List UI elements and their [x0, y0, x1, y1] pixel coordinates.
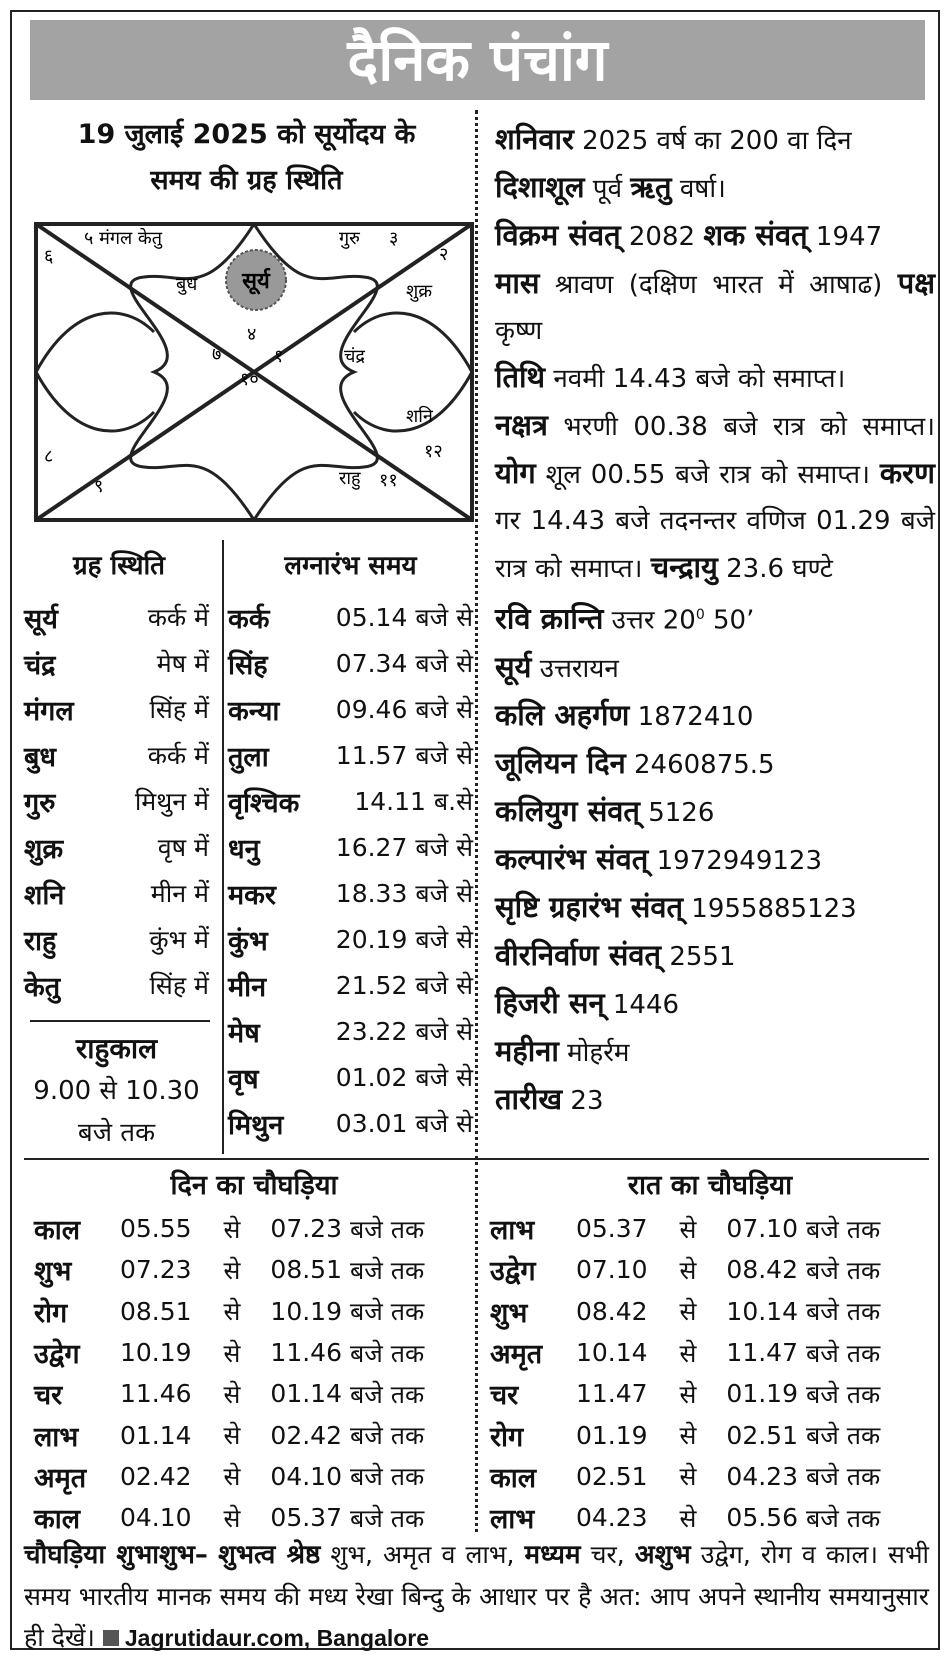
graha-name: शुक्र — [24, 833, 64, 865]
chog-se: से — [223, 1379, 241, 1409]
label-ritu: ऋतु — [630, 170, 672, 204]
label-shani: शनि — [406, 406, 433, 427]
label-h6: ६ — [44, 246, 54, 267]
lagna-time: 20.19 बजे से — [335, 925, 473, 954]
footer-text-3: उद्वेग, रोग व काल। सभी समय भारतीय मानक समय की मध्य रेखा बिन्दु के आधार पर है अत: आप अपने स्थानीय समयानुसार ही देखें। — [24, 1540, 929, 1652]
chog-from: 10.19 — [120, 1338, 192, 1368]
label-weekday: शनिवार — [495, 122, 574, 156]
chog-to: 10.14 — [726, 1296, 798, 1326]
label-h1: १ — [274, 346, 284, 367]
label-kali-ahargan: कलि अहर्गण — [495, 697, 630, 732]
chog-from: 07.23 — [120, 1255, 192, 1285]
chog-name: उद्वेग — [34, 1339, 80, 1371]
value-hijri: 1446 — [604, 989, 680, 1020]
lagna-name: कुंभ — [228, 925, 268, 957]
lagna-time: 09.46 बजे से — [335, 695, 473, 724]
chog-suffix: बजे तक — [806, 1338, 881, 1368]
lagna-name: वृष — [228, 1063, 259, 1095]
chog-name: काल — [490, 1462, 537, 1494]
table-row — [34, 1456, 474, 1497]
chog-to: 04.23 — [726, 1461, 798, 1491]
kundli-chart — [34, 222, 474, 522]
lagna-name: मेष — [228, 1017, 260, 1049]
chog-to: 02.42 — [270, 1420, 342, 1450]
chog-suffix: बजे तक — [350, 1421, 425, 1451]
footer-text-1: शुभ, अमृत व लाभ, — [320, 1540, 525, 1569]
chog-se: से — [223, 1297, 241, 1327]
value-paksha: कृष्ण — [495, 316, 543, 346]
label-h5: ५ मंगल केतु — [84, 228, 162, 249]
chog-name: लाभ — [34, 1421, 79, 1453]
label-rahu: राहु — [339, 468, 361, 489]
label-hijri: हिजरी सन् — [495, 985, 605, 1020]
lagna-time: 03.01 बजे से — [335, 1109, 473, 1138]
chog-name: लाभ — [490, 1504, 535, 1536]
panchang-page — [10, 10, 940, 1650]
label-mahina: महीना — [495, 1033, 559, 1068]
chog-name: अमृत — [490, 1339, 543, 1371]
chog-se: से — [679, 1462, 697, 1492]
graha-name: केतु — [24, 971, 61, 1003]
table-row — [490, 1291, 930, 1332]
day-chaughadiya-heading: दिन का चौघड़िया — [170, 1170, 338, 1201]
value-tithi: नवमी 14.43 बजे को समाप्त। — [545, 364, 846, 394]
label-chandra: चंद्र — [344, 346, 365, 367]
label-kaliyug: कलियुग संवत् — [495, 793, 640, 828]
value-tarikh: 23 — [562, 1085, 604, 1116]
chog-suffix: बजे तक — [350, 1338, 425, 1368]
lagna-time: 23.22 बजे से — [335, 1017, 473, 1046]
chog-suffix: बजे तक — [350, 1462, 425, 1492]
lagna-time: 14.11 ब.से — [354, 787, 473, 816]
chog-se: से — [679, 1214, 697, 1244]
value-dishashool: पूर्व — [584, 174, 631, 204]
lagna-name: तुला — [228, 741, 269, 773]
day-chaughadiya — [34, 1164, 474, 1538]
chog-from: 05.55 — [120, 1214, 192, 1244]
value-maas: श्रावण (दक्षिण भारत में आषाढ) — [539, 270, 898, 300]
chog-from: 05.37 — [576, 1214, 648, 1244]
graha-list — [24, 594, 209, 1008]
chog-name: चर — [490, 1380, 519, 1412]
list-item — [24, 824, 209, 870]
list-item — [228, 594, 473, 640]
chog-suffix: बजे तक — [350, 1379, 425, 1409]
label-h9: ९ — [94, 476, 104, 497]
value-karan: गर 14.43 बजे तदनन्तर वणिज 01.29 बजे रात्र को समाप्त। — [495, 506, 935, 584]
lagna-name: कन्या — [228, 695, 280, 727]
label-h12: १२ — [424, 441, 443, 462]
chog-from: 08.42 — [576, 1296, 648, 1326]
chog-name: लाभ — [490, 1215, 535, 1247]
graha-name: सूर्य — [24, 603, 58, 635]
chog-from: 10.14 — [576, 1338, 648, 1368]
graha-position: सिंह में — [149, 971, 209, 1000]
footer-text-2: चर, — [580, 1540, 635, 1569]
footer-label-shubhashubh: चौघड़िया शुभाशुभ– — [24, 1540, 208, 1570]
label-dishashool: दिशाशूल — [495, 170, 585, 204]
chog-from: 07.10 — [576, 1255, 648, 1285]
list-item — [24, 594, 209, 640]
chog-name: चर — [34, 1380, 63, 1412]
label-julian: जूलियन दिन — [495, 745, 626, 780]
list-item — [24, 686, 209, 732]
lagna-name: मिथुन — [228, 1109, 284, 1141]
chog-name: उद्वेग — [490, 1256, 536, 1288]
chog-to: 08.51 — [270, 1255, 342, 1285]
list-item — [24, 778, 209, 824]
label-tarikh: तारीख — [495, 1081, 563, 1116]
table-row — [34, 1291, 474, 1332]
chog-to: 05.56 — [726, 1503, 798, 1533]
lagna-name: मीन — [228, 971, 267, 1003]
graha-position: मीन में — [150, 879, 209, 908]
chog-name: रोग — [490, 1421, 524, 1453]
chog-to: 10.19 — [270, 1296, 342, 1326]
graha-position: कर्क में — [147, 603, 209, 632]
table-row — [34, 1497, 474, 1538]
chog-suffix: बजे तक — [806, 1297, 881, 1327]
label-shaka: शक संवत् — [703, 218, 808, 252]
lagna-heading: लग्नारंभ समय — [284, 551, 417, 581]
table-row — [490, 1249, 930, 1290]
label-maas: मास — [495, 266, 540, 300]
label-srishti: सृष्टि ग्रहारंभ संवत् — [495, 889, 684, 924]
label-shukra: शुक्र — [406, 281, 433, 302]
value-srishti: 1955885123 — [683, 893, 857, 924]
value-vikram: 2082 — [620, 222, 704, 252]
source-text: Jagrutidaur.com, Bangalore — [124, 1625, 430, 1651]
list-item — [228, 778, 473, 824]
label-chandrayu: चन्द्रायु — [650, 550, 718, 584]
label-surya: सूर्य — [242, 269, 270, 294]
source-credit — [103, 1625, 429, 1651]
chog-se: से — [223, 1214, 241, 1244]
chog-name: शुभ — [34, 1256, 72, 1288]
lagna-time: 11.57 बजे से — [335, 741, 473, 770]
value-chandrayu: 23.6 घण्टे — [717, 554, 833, 584]
chog-from: 04.10 — [120, 1503, 192, 1533]
lagna-time: 16.27 बजे से — [335, 833, 473, 862]
chog-suffix: बजे तक — [806, 1421, 881, 1451]
list-item — [228, 916, 473, 962]
label-h2: २ — [439, 244, 449, 265]
graha-name: राहु — [24, 925, 57, 957]
graha-position: वृष में — [157, 833, 209, 862]
chog-to: 02.51 — [726, 1420, 798, 1450]
lagna-name: सिंह — [228, 649, 268, 681]
chog-se: से — [223, 1255, 241, 1285]
label-h10: १० — [240, 369, 259, 390]
value-mahina: मोहर्रम — [558, 1037, 630, 1068]
table-row — [490, 1414, 930, 1455]
rahukal-box — [24, 1028, 209, 1154]
page-title: दैनिक पंचांग — [30, 20, 925, 100]
footer-label-shreshth: शुभत्व श्रेष्ठ — [218, 1540, 321, 1570]
table-row — [490, 1332, 930, 1373]
value-kaliyug: 5126 — [639, 797, 715, 828]
footer-label-madhyam: मध्यम — [524, 1540, 581, 1570]
lagna-name: वृश्चिक — [228, 787, 300, 819]
lagna-time: 21.52 बजे से — [335, 971, 473, 1000]
list-item — [24, 962, 209, 1008]
chog-to: 05.37 — [270, 1503, 342, 1533]
chog-to: 07.10 — [726, 1214, 798, 1244]
value-surya: उत्तरायन — [531, 653, 619, 684]
footer-note — [24, 1534, 929, 1659]
chog-name: रोग — [34, 1297, 68, 1329]
chog-to: 01.14 — [270, 1379, 342, 1409]
chog-suffix: बजे तक — [350, 1214, 425, 1244]
list-item — [228, 870, 473, 916]
chog-from: 01.19 — [576, 1420, 648, 1450]
panchang-details — [495, 116, 935, 1124]
label-budh: बुध — [176, 274, 198, 295]
chog-to: 04.10 — [270, 1461, 342, 1491]
label-karan: करण — [879, 456, 935, 490]
footer-label-ashubh: अशुभ — [634, 1540, 691, 1570]
graha-name: बुध — [24, 741, 57, 773]
list-item — [228, 824, 473, 870]
label-guru: गुरु — [339, 228, 360, 249]
label-paksha: पक्ष — [897, 266, 935, 300]
list-item — [24, 916, 209, 962]
chog-suffix: बजे तक — [350, 1503, 425, 1533]
table-row — [490, 1497, 930, 1538]
lagna-time: 07.34 बजे से — [335, 649, 473, 678]
chog-from: 01.14 — [120, 1420, 192, 1450]
graha-position: कर्क में — [147, 741, 209, 770]
graha-name: मंगल — [24, 695, 74, 727]
chog-suffix: बजे तक — [806, 1379, 881, 1409]
chog-from: 04.23 — [576, 1503, 648, 1533]
label-kalparambh: कल्पारंभ संवत् — [495, 841, 649, 876]
table-row — [490, 1208, 930, 1249]
graha-position: कुंभ में — [149, 925, 209, 954]
chog-suffix: बजे तक — [806, 1255, 881, 1285]
lagna-time: 01.02 बजे से — [335, 1063, 473, 1092]
square-icon — [103, 1630, 119, 1646]
value-shaka: 1947 — [807, 222, 883, 252]
value-julian: 2460875.5 — [625, 749, 775, 780]
value-ritu: वर्षा। — [671, 174, 726, 204]
chart-title — [24, 112, 469, 204]
graha-position: मिथुन में — [134, 787, 209, 816]
value-nakshatra: भरणी 00.38 बजे रात्र को समाप्त। — [547, 412, 935, 442]
list-item — [24, 640, 209, 686]
graha-name: शनि — [24, 879, 65, 911]
column-divider — [475, 110, 478, 1160]
lagna-time: 05.14 बजे से — [335, 603, 473, 632]
chog-name: अमृत — [34, 1462, 87, 1494]
chog-name: शुभ — [490, 1297, 528, 1329]
lagna-time: 18.33 बजे से — [335, 879, 473, 908]
value-yog: शूल 00.55 बजे रात्र को समाप्त। — [535, 460, 880, 490]
chog-se: से — [223, 1338, 241, 1368]
list-item — [228, 686, 473, 732]
chog-name: काल — [34, 1504, 81, 1536]
list-item — [228, 640, 473, 686]
graha-position: सिंह में — [149, 695, 209, 724]
chog-se: से — [679, 1338, 697, 1368]
night-chaughadiya-heading: रात का चौघड़िया — [627, 1170, 793, 1201]
label-vikram: विक्रम संवत् — [495, 218, 621, 252]
list-item — [228, 1054, 473, 1100]
list-item — [24, 870, 209, 916]
table-row — [34, 1332, 474, 1373]
graha-lagna-divider — [222, 540, 224, 1154]
chog-name: काल — [34, 1215, 81, 1247]
table-row — [490, 1373, 930, 1414]
chog-from: 02.42 — [120, 1461, 192, 1491]
chog-suffix: बजे तक — [350, 1255, 425, 1285]
degree-mark: 0 — [695, 607, 705, 623]
chog-suffix: बजे तक — [350, 1297, 425, 1327]
list-item — [228, 732, 473, 778]
lagna-name: धनु — [228, 833, 260, 865]
chog-to: 07.23 — [270, 1214, 342, 1244]
chog-se: से — [679, 1503, 697, 1533]
table-row — [490, 1456, 930, 1497]
label-surya: सूर्य — [495, 649, 532, 684]
value-kali-ahargan: 1872410 — [629, 701, 754, 732]
chog-from: 11.47 — [576, 1379, 648, 1409]
lagna-name: मकर — [228, 879, 276, 911]
chog-divider — [475, 1162, 478, 1532]
table-row — [34, 1414, 474, 1455]
lagna-list — [228, 594, 473, 1146]
chog-se: से — [679, 1255, 697, 1285]
chog-se: से — [223, 1421, 241, 1451]
rahukal-time: 9.00 से 10.30 — [33, 1076, 200, 1106]
rahukal-title: राहुकाल — [75, 1032, 158, 1065]
list-item — [24, 732, 209, 778]
label-h11: ११ — [379, 470, 398, 491]
list-item — [228, 1100, 473, 1146]
chog-from: 02.51 — [576, 1461, 648, 1491]
value-ravi-kranti: उत्तर 20 — [603, 605, 696, 636]
chog-se: से — [223, 1462, 241, 1492]
list-item — [228, 1008, 473, 1054]
label-veer-nirvan: वीरनिर्वाण संवत् — [495, 937, 662, 972]
table-row — [34, 1249, 474, 1290]
chog-se: से — [679, 1421, 697, 1451]
night-chaughadiya — [490, 1164, 930, 1538]
chog-suffix: बजे तक — [806, 1462, 881, 1492]
value-veer-nirvan: 2551 — [661, 941, 736, 972]
rahukal-suffix: बजे तक — [77, 1118, 156, 1148]
graha-name: चंद्र — [24, 649, 56, 681]
value-ravi-kranti-min: 50’ — [704, 605, 755, 636]
value-kalparambh: 1972949123 — [648, 845, 822, 876]
chog-to: 08.42 — [726, 1255, 798, 1285]
list-item — [228, 962, 473, 1008]
label-ravi-kranti: रवि क्रान्ति — [495, 601, 604, 636]
chog-to: 11.46 — [270, 1338, 342, 1368]
label-h7: ७ — [212, 344, 222, 365]
lagna-name: कर्क — [228, 603, 270, 635]
chog-from: 08.51 — [120, 1296, 192, 1326]
graha-name: गुरु — [24, 787, 56, 819]
label-h8: ८ — [44, 446, 54, 467]
table-row — [34, 1373, 474, 1414]
chog-suffix: बजे तक — [806, 1503, 881, 1533]
chog-se: से — [223, 1503, 241, 1533]
chog-from: 11.46 — [120, 1379, 192, 1409]
table-row — [34, 1208, 474, 1249]
graha-heading: ग्रह स्थिति — [72, 551, 166, 581]
label-nakshatra: नक्षत्र — [495, 408, 548, 442]
label-h4: ४ — [247, 324, 257, 345]
chart-title-line1: 19 जुलाई 2025 को सूर्योदय के — [77, 119, 416, 150]
graha-position: मेष में — [156, 649, 209, 678]
chog-to: 11.47 — [726, 1338, 798, 1368]
chart-title-line2: समय की ग्रह स्थिति — [150, 165, 343, 196]
chog-suffix: बजे तक — [806, 1214, 881, 1244]
value-weekday: 2025 वर्ष का 200 वा दिन — [573, 126, 852, 156]
chog-se: से — [679, 1297, 697, 1327]
chog-to: 01.19 — [726, 1379, 798, 1409]
label-tithi: तिथि — [495, 360, 546, 394]
rahukal-divider — [30, 1020, 210, 1022]
chog-se: से — [679, 1379, 697, 1409]
label-h3: ३ — [389, 228, 399, 249]
section-divider — [24, 1158, 929, 1160]
label-yog: योग — [495, 456, 536, 490]
